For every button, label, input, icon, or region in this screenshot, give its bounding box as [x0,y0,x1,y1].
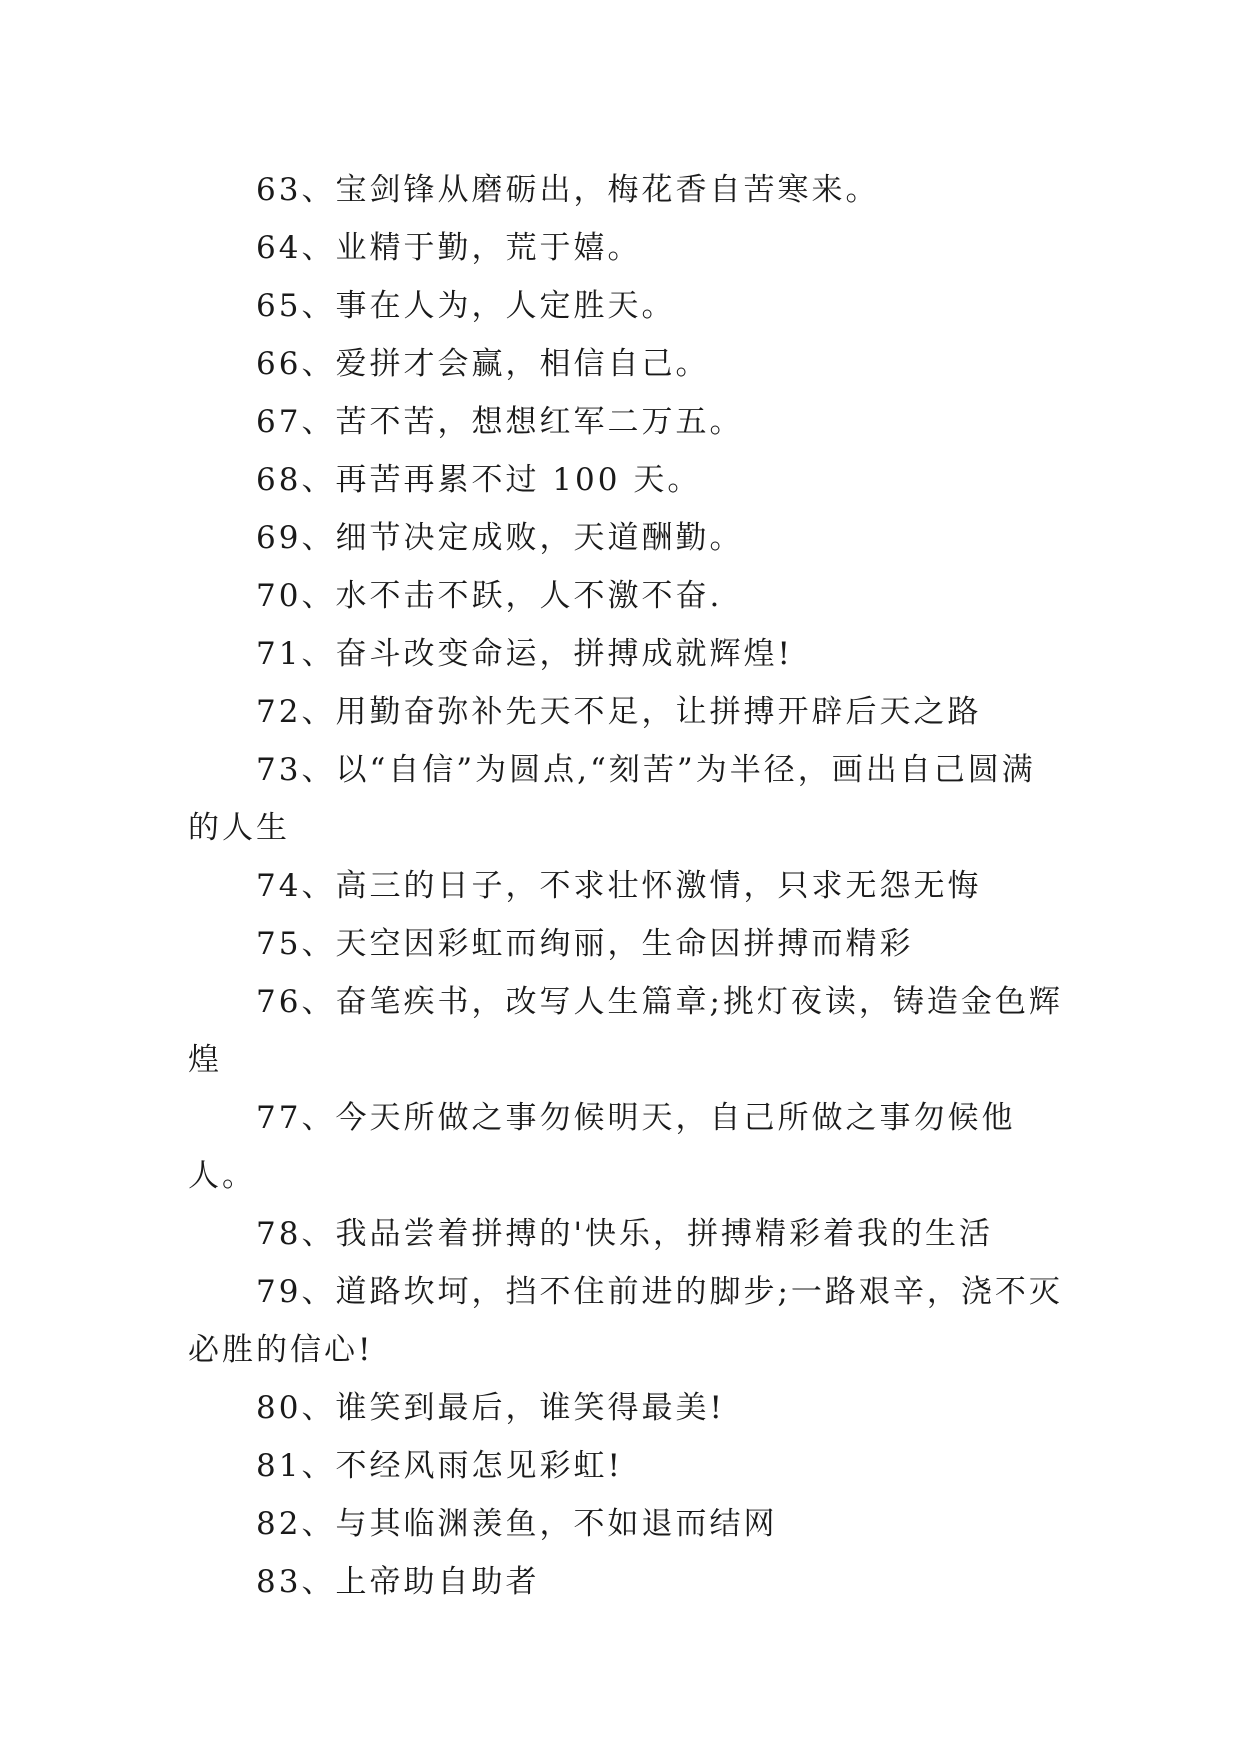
list-item: 77、今天所做之事勿候明天，自己所做之事勿候他人。 [188,1100,1016,1194]
document-body [188,161,1068,1611]
list-item: 74、高三的日子，不求壮怀激情，只求无怨无悔 [256,868,982,904]
list-item: 75、天空因彩虹而绚丽，生命因拼搏而精彩 [256,926,914,962]
list-item: 80、谁笑到最后，谁笑得最美! [256,1390,725,1426]
list-item: 82、与其临渊羡鱼，不如退而结网 [256,1506,778,1542]
list-item: 79、道路坎坷，挡不住前进的脚步;一路艰辛，浇不灭必胜的信心! [188,1274,1063,1368]
list-item: 81、不经风雨怎见彩虹! [256,1448,623,1484]
list-item: 78、我品尝着拼搏的'快乐，拼搏精彩着我的生活 [256,1216,993,1252]
list-item: 73、以“自信”为圆点,“刻苦”为半径，画出自己圆满的人生 [188,752,1036,846]
list-item: 63、宝剑锋从磨砺出，梅花香自苦寒来。 [256,172,880,208]
list-item: 76、奋笔疾书，改写人生篇章;挑灯夜读，铸造金色辉煌 [188,984,1063,1078]
list-item: 83、上帝助自助者 [256,1564,540,1600]
list-item: 67、苦不苦，想想红军二万五。 [256,404,744,440]
list-item: 65、事在人为，人定胜天。 [256,288,676,324]
list-item: 64、业精于勤，荒于嬉。 [256,230,642,266]
list-item: 71、奋斗改变命运，拼搏成就辉煌! [256,636,793,672]
list-item: 66、爱拼才会赢，相信自己。 [256,346,710,382]
list-item: 68、再苦再累不过 100 天。 [256,462,702,498]
list-item: 69、细节决定成败，天道酬勤。 [256,520,744,556]
list-item: 70、水不击不跃，人不激不奋. [256,578,723,614]
list-item: 72、用勤奋弥补先天不足，让拼搏开辟后天之路 [256,694,982,730]
